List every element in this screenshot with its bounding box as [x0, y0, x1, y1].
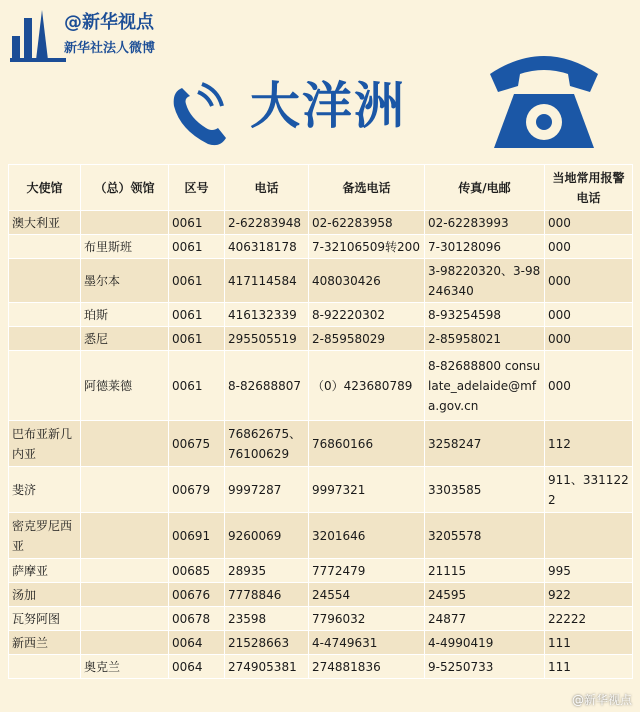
table-cell: 21115 [425, 559, 545, 583]
table-cell [9, 655, 81, 679]
table-cell: 0061 [169, 211, 225, 235]
table-cell [81, 607, 169, 631]
table-cell: 9-5250733 [425, 655, 545, 679]
table-row [9, 467, 633, 513]
brand-name: @新华视点 [64, 12, 154, 33]
table-cell: 9997321 [309, 467, 425, 513]
table-cell: 8-82688800 consulate_adelaide@mfa.gov.cn [425, 351, 545, 421]
table-cell: 3303585 [425, 467, 545, 513]
table-cell: 墨尔本 [81, 259, 169, 303]
table-cell: 922 [545, 583, 633, 607]
table-cell: 8-82688807 [225, 351, 309, 421]
table-row [9, 513, 633, 559]
table-cell: 8-92220302 [309, 303, 425, 327]
table-cell: 7772479 [309, 559, 425, 583]
table-cell: 00675 [169, 421, 225, 467]
table-cell: 斐济 [9, 467, 81, 513]
table-cell: 萨摩亚 [9, 559, 81, 583]
table-cell: 瓦努阿图 [9, 607, 81, 631]
table-cell: 9997287 [225, 467, 309, 513]
table-cell: 111 [545, 655, 633, 679]
table-cell: 02-62283993 [425, 211, 545, 235]
table-cell: 22222 [545, 607, 633, 631]
table-cell: 0061 [169, 351, 225, 421]
table-cell: 00679 [169, 467, 225, 513]
column-header: （总）领馆 [81, 165, 169, 211]
page-title: 大洋洲 [250, 77, 406, 135]
table-cell: （0）423680789 [309, 351, 425, 421]
table-cell: 408030426 [309, 259, 425, 303]
table-cell: 新西兰 [9, 631, 81, 655]
table-cell: 0061 [169, 235, 225, 259]
table-cell: 3-98220320、3-98246340 [425, 259, 545, 303]
table-cell: 8-93254598 [425, 303, 545, 327]
table-cell [81, 583, 169, 607]
table-cell: 悉尼 [81, 327, 169, 351]
table-cell [9, 351, 81, 421]
table-cell: 2-85958029 [309, 327, 425, 351]
table-cell: 112 [545, 421, 633, 467]
table-cell: 000 [545, 235, 633, 259]
table-cell: 7778846 [225, 583, 309, 607]
table-cell: 28935 [225, 559, 309, 583]
table-cell: 2-62283948 [225, 211, 309, 235]
table-cell: 24595 [425, 583, 545, 607]
table-cell [81, 467, 169, 513]
phone-handset-icon [168, 78, 240, 150]
table-cell: 000 [545, 351, 633, 421]
table-cell: 阿德莱德 [81, 351, 169, 421]
table-cell: 汤加 [9, 583, 81, 607]
table-row [9, 259, 633, 303]
table-row [9, 631, 633, 655]
table-cell: 76860166 [309, 421, 425, 467]
table-row [9, 303, 633, 327]
table-row [9, 583, 633, 607]
table-cell: 0061 [169, 327, 225, 351]
page-header [0, 0, 640, 160]
table-cell [545, 513, 633, 559]
table-cell: 7-30128096 [425, 235, 545, 259]
table-cell: 4-4749631 [309, 631, 425, 655]
table-cell [9, 259, 81, 303]
table-cell [81, 631, 169, 655]
table-header-row [9, 165, 633, 211]
table-cell: 000 [545, 211, 633, 235]
consulate-table [8, 164, 633, 679]
table-row [9, 327, 633, 351]
table-cell: 274881836 [309, 655, 425, 679]
table-cell: 406318178 [225, 235, 309, 259]
table-row [9, 351, 633, 421]
table-cell: 00691 [169, 513, 225, 559]
brand-block [64, 8, 155, 56]
table-cell: 密克罗尼西亚 [9, 513, 81, 559]
table-cell [81, 421, 169, 467]
table-cell [9, 327, 81, 351]
table-cell: 00685 [169, 559, 225, 583]
table-cell: 274905381 [225, 655, 309, 679]
table-cell: 995 [545, 559, 633, 583]
column-header: 当地常用报警电话 [545, 165, 633, 211]
table-cell: 3258247 [425, 421, 545, 467]
table-cell [81, 211, 169, 235]
table-cell: 24554 [309, 583, 425, 607]
table-cell: 295505519 [225, 327, 309, 351]
table-cell: 000 [545, 303, 633, 327]
table-cell: 2-85958021 [425, 327, 545, 351]
table-cell: 00676 [169, 583, 225, 607]
table-cell: 417114584 [225, 259, 309, 303]
table-cell [81, 513, 169, 559]
column-header: 大使馆 [9, 165, 81, 211]
table-cell [9, 235, 81, 259]
table-cell: 7796032 [309, 607, 425, 631]
table-cell: 0064 [169, 655, 225, 679]
table-row [9, 211, 633, 235]
table-cell: 111 [545, 631, 633, 655]
table-cell: 21528663 [225, 631, 309, 655]
table-cell: 奥克兰 [81, 655, 169, 679]
table-row [9, 421, 633, 467]
table-cell: 0061 [169, 259, 225, 303]
table-cell: 02-62283958 [309, 211, 425, 235]
table-cell: 3201646 [309, 513, 425, 559]
column-header: 区号 [169, 165, 225, 211]
table-cell: 00678 [169, 607, 225, 631]
table-cell: 布里斯班 [81, 235, 169, 259]
watermark: @新华视点 [571, 693, 632, 707]
table-cell: 0064 [169, 631, 225, 655]
table-cell: 珀斯 [81, 303, 169, 327]
table-row [9, 607, 633, 631]
table-cell: 3205578 [425, 513, 545, 559]
xinhua-tower-logo-icon [8, 6, 68, 64]
table-cell: 9260069 [225, 513, 309, 559]
table-cell: 416132339 [225, 303, 309, 327]
table-cell: 000 [545, 259, 633, 303]
telephone-icon [484, 44, 604, 156]
column-header: 电话 [225, 165, 309, 211]
column-header: 传真/电邮 [425, 165, 545, 211]
column-header: 备选电话 [309, 165, 425, 211]
table-cell: 0061 [169, 303, 225, 327]
table-row [9, 559, 633, 583]
brand-subtitle: 新华社法人微博 [64, 41, 156, 56]
table-cell [81, 559, 169, 583]
table-cell: 4-4990419 [425, 631, 545, 655]
table-row [9, 655, 633, 679]
table-cell: 24877 [425, 607, 545, 631]
table-cell: 巴布亚新几内亚 [9, 421, 81, 467]
table-cell [9, 303, 81, 327]
table-cell: 23598 [225, 607, 309, 631]
table-cell: 7-32106509转200 [309, 235, 425, 259]
table-cell: 000 [545, 327, 633, 351]
table-row [9, 235, 633, 259]
table-cell: 76862675、76100629 [225, 421, 309, 467]
table-cell: 911、3311222 [545, 467, 633, 513]
table-cell: 澳大利亚 [9, 211, 81, 235]
